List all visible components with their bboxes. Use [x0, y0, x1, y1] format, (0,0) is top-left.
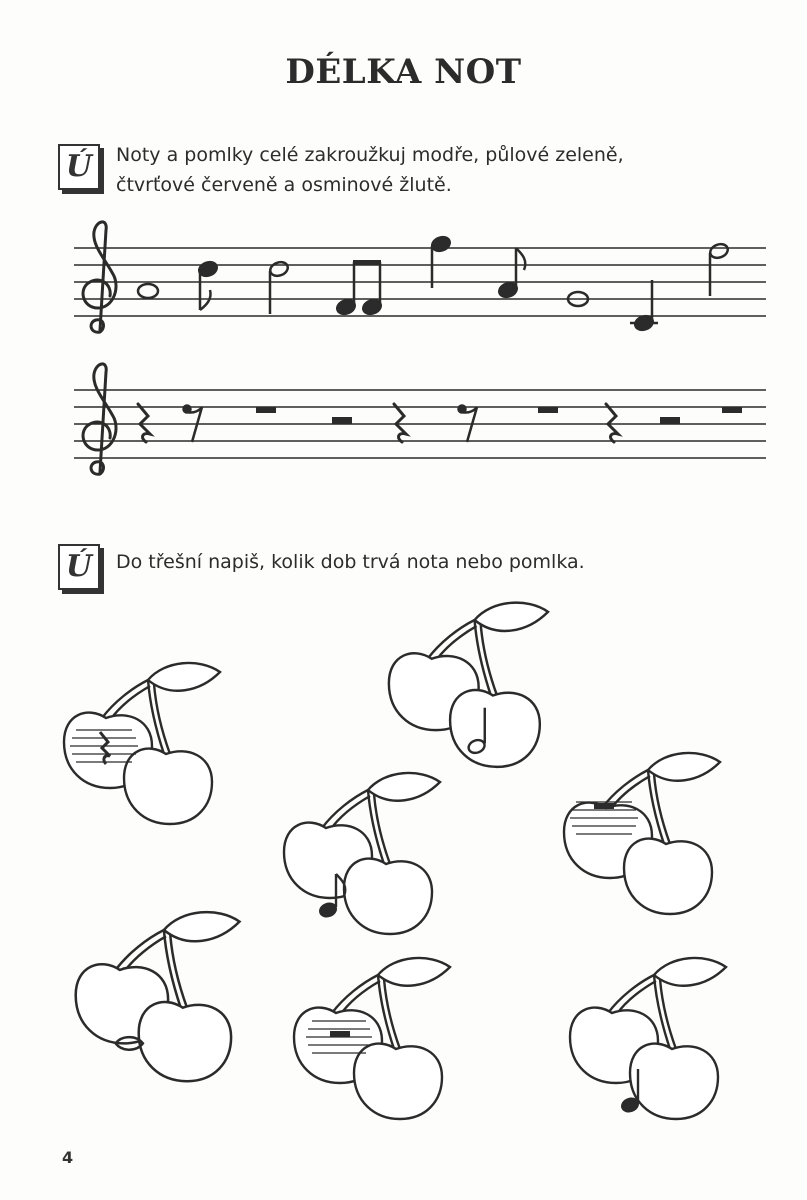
- cherry-quarter-note: [570, 958, 726, 1119]
- task2-instruction: Do třešní napiš, kolik dob trvá nota nebo pomlka.: [116, 551, 585, 573]
- task1-instruction-line2: čtvrťové červeně a osminové žlutě.: [116, 174, 452, 196]
- task1-instruction-line1: Noty a pomlky celé zakroužkuj modře, půlové zeleně,: [116, 144, 624, 166]
- cherry-whole-note: [76, 912, 240, 1081]
- task-badge-1: Ú: [58, 144, 100, 190]
- cherry-whole-rest: [564, 753, 720, 914]
- cherry-half-rest: [294, 958, 450, 1119]
- page-number: 4: [62, 1148, 74, 1167]
- task-badge-2: Ú: [58, 544, 100, 590]
- cherry-eighth-note: [284, 773, 440, 934]
- page-title: DÉLKA NOT: [285, 52, 522, 92]
- cherry-half-note: [389, 603, 548, 767]
- cherry-quarter-rest: [64, 663, 220, 824]
